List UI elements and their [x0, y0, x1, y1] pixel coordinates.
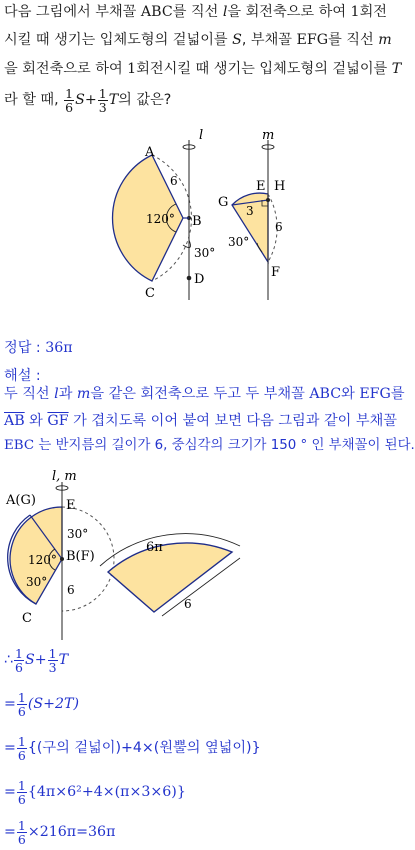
- problem-line-3: [4, 59, 402, 79]
- text: , 부채꼴: [241, 32, 297, 48]
- label-30b: 30°: [228, 235, 250, 249]
- label-a: A: [145, 145, 155, 160]
- label-30a: 30°: [194, 246, 216, 260]
- label-b: B: [192, 214, 202, 229]
- text: 을 회전축으로 하여: [227, 4, 351, 20]
- label-6pi: 6π: [146, 540, 163, 555]
- line-m: m: [378, 32, 392, 48]
- label-d: D: [194, 272, 205, 287]
- step-1: ∴ $\frac{1}{6}$ S+ $\frac{1}{3}$ T: [4, 645, 69, 675]
- var-s: S: [232, 32, 242, 48]
- step-2: = $\frac{1}{6}$ (S+2T): [4, 689, 80, 719]
- answer-line: [4, 338, 396, 358]
- label-l: l: [199, 128, 204, 143]
- fraction-1-3: $\frac{1}{3}$: [98, 85, 107, 115]
- label-120b: 120°: [28, 553, 57, 567]
- label-e: E: [256, 179, 266, 194]
- problem-line-1: [4, 2, 396, 22]
- solution-title: 해설 :: [4, 368, 41, 384]
- label-6b: 6: [275, 220, 283, 234]
- text: 라 할 때,: [4, 92, 64, 108]
- var-s: S: [75, 92, 85, 108]
- answer-value: 36π: [45, 340, 73, 356]
- number: 1: [350, 4, 360, 20]
- answer-label: 정답 :: [4, 340, 46, 356]
- var-t: T: [391, 61, 402, 77]
- solution-line-2: $\overline{AB}$ 와 $\overline{GF}$ 가 겹치도록 이어 붙여 보면 다음 그림과 같이 부채꼴: [4, 413, 397, 429]
- label-30b2: 30°: [26, 575, 48, 589]
- text: 를 직선: [172, 4, 223, 20]
- solution-line-3: EBC 는 반지름의 길이가 6, 중심각의 크기가 150 ° 인 부채꼴이 된다.: [4, 438, 415, 453]
- label-6a: 6: [170, 174, 178, 188]
- label-c: C: [145, 286, 155, 301]
- label-g: G: [218, 195, 229, 210]
- point-d-dot: [187, 276, 192, 281]
- label-bf: B(F): [66, 549, 95, 564]
- problem-figure: [0, 120, 400, 320]
- text: 의 값은?: [118, 92, 172, 108]
- plus: +: [84, 92, 97, 108]
- label-6d: 6: [184, 597, 192, 611]
- text: 을 회전축으로 하여: [4, 61, 128, 77]
- text: 시킬 때 생기는 입체도형의 겉넓이를: [4, 32, 233, 48]
- text: 회전시킬 때 생기는 입체도형의 겉넓이를: [136, 61, 392, 77]
- line-l: l: [222, 4, 228, 20]
- label-f: F: [271, 265, 281, 280]
- step-3: = $\frac{1}{6}$ {(구의 겉넓이)+4×(원뿔의 옆넓이)}: [4, 733, 261, 763]
- solution-line-1: 두 직선 l과 m을 같은 회전축으로 두고 두 부채꼴 ABC와 EFG를: [4, 386, 405, 402]
- label-h: H: [274, 179, 286, 194]
- solution-figure: [0, 460, 400, 640]
- problem-line-2: [4, 30, 396, 50]
- number: 1: [127, 61, 137, 77]
- label-lm: l, m: [52, 469, 77, 484]
- label-ag: A(G): [6, 493, 36, 508]
- point-h-dot: [266, 198, 270, 202]
- step-4: = $\frac{1}{6}$ {4π×6²+4×(π×3×6)}: [4, 777, 186, 807]
- text: 회전: [359, 4, 387, 20]
- label-3: 3: [246, 204, 254, 218]
- step-5: = $\frac{1}{6}$ ×216π=36π: [4, 817, 116, 847]
- label-c2: C: [22, 611, 32, 626]
- var-t: T: [108, 92, 119, 108]
- label-e2: E: [66, 498, 76, 513]
- problem-line-4: [4, 86, 396, 114]
- label-m: m: [262, 128, 275, 143]
- fraction-1-6: $\frac{1}{6}$: [65, 85, 74, 115]
- label-6c: 6: [67, 583, 75, 597]
- sector-efg: EFG: [296, 32, 329, 48]
- label-120: 120°: [146, 212, 175, 226]
- label-30a2: 30°: [67, 527, 89, 541]
- sector-abc: ABC: [140, 4, 173, 20]
- text: 를 직선: [328, 32, 379, 48]
- text: 다음 그림에서 부채꼴: [4, 4, 141, 20]
